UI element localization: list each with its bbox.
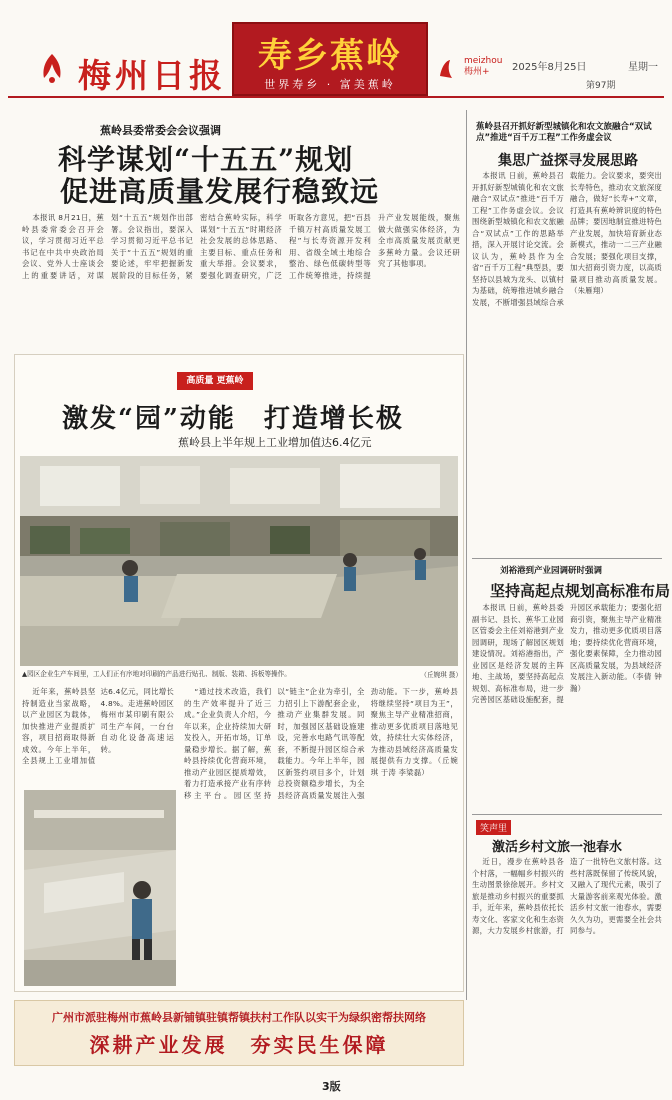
photo-caption: ▲园区企业生产车间里，工人们正有序地对印刷的产品进行贴孔、制版、装箱、拆板等操作。: [22, 670, 291, 678]
right-top-body-text: 本报讯 日前，蕉岭县召开抓好新型城镇化和农文旅融合“双试点”推进“百千万工程”工作务虚会议。会议围绕新型城镇化和农文旅融合“双试点”工作的思路举措，深入开展讨论交流。会议认为，蕉岭县作为全省“百千万工程”典型县，要坚持以县城为龙头、以镇村为基础，统筹推进城乡融合发展，不断增强县域综合承载能力。会议要求，要突出长寿特色，推动农文旅深度融合，做好“长寿+”文章，打造具有蕉岭辨识度的特色品牌；要因地制宜推进特色产业发展，加快培育新业态新模式，推动一二三产业融合发展；要强化项目支撑，加大招商引资力度，以高质量项目推动高质量发展。（朱雁翔）: [472, 171, 662, 307]
essay-body: [472, 856, 662, 1086]
divider: [472, 814, 662, 815]
right-mid-body-text: 本报讯 日前，蕉岭县委副书记、县长、蕉华工业园区管委会主任刘裕港到产业园调研，现场了解园区规划建设情况。刘裕港指出，产业园区是经济发展的主阵地、主战场，要坚持高起点规划、高标准布局，进一步完善园区基础设施配套，提升园区承载能力；要强化招商引资，聚焦主导产业精准发力，推动更多优质项目落地；要持续优化营商环境，强化要素保障，全力推动园区高质量发展，为县域经济发展注入新动能。（李倩 钟瀚）: [472, 603, 662, 704]
right-mid-title: 坚持高起点规划高标准布局: [490, 582, 671, 600]
masthead: [0, 0, 672, 96]
section-slogan: 世界寿乡 · 富美蕉岭: [264, 78, 396, 91]
newspaper-logo-icon: [34, 50, 70, 86]
lead-body: [22, 212, 460, 342]
section-banner: [232, 22, 428, 96]
factory-photo: [20, 456, 458, 666]
essay-title: 激活乡村文旅一池春水: [492, 840, 623, 855]
feature-body-left-text: 近年来，蕉岭县坚持制造业当家战略，以产业园区为载体，加快推进产业提质扩容，项目招商取得新成效。今年上半年，全县规上工业增加值达6.4亿元，同比增长4.8%。走进蕉岭园区梅州市某印刷有限公司生产车间，一台台自动化设备高速运转。: [22, 687, 174, 765]
page-number: 3版: [322, 1080, 341, 1093]
right-mid-body: [472, 602, 662, 810]
lead-title-line2: 促进高质量发展行稳致远: [60, 175, 380, 208]
section-title: 寿乡蕉岭: [258, 36, 402, 76]
app-name: [464, 56, 502, 78]
column-divider: [466, 110, 467, 1000]
publication-date: 2025年8月25日: [512, 62, 587, 73]
masthead-rule: [8, 96, 664, 98]
essay-tag: 笑声里: [476, 820, 511, 835]
feature-body-left: [22, 686, 174, 786]
lead-body-text: 本报讯 8月21日，蕉岭县委常委会召开会议，学习贯彻习近平总书记在中共中央政治局会议、党外人士座谈会上的重要讲话，对谋划“十五五”规划作出部署。会议指出，要深入学习贯彻习近平总书记关于“十五五”规划的重要论述，牢牢把握新发展阶段的目标任务，紧密结合蕉岭实际，科学谋划“十五五”时期经济社会发展的总体思路、主要目标、重点任务和重大举措。会议要求，要强化调查研究，广泛听取各方意见，把“百县千镇万村高质量发展工程”与长寿资源开发利用、省级全域土地综合整治、绿色低碳转型等工作统筹推进，持续提升产业发展能级，聚焦做大做强实体经济，为全市高质量发展贡献更多蕉岭力量。会议还研究了其他事项。: [22, 213, 460, 280]
right-top-title: 集思广益探寻发展思路: [498, 153, 638, 169]
worker-photo: [24, 790, 176, 986]
right-mid-kicker: 刘裕港到产业园调研时强调: [500, 566, 603, 576]
feature-body-right: [184, 686, 458, 986]
right-top-body: [472, 170, 662, 560]
lead-kicker: 蕉岭县委常委会会议强调: [100, 124, 221, 137]
right-top-kicker: 蕉岭县召开抓好新型城镇化和农文旅融合“双试点”推进“百千万工程”工作务虚会议: [476, 122, 652, 143]
paper-name: 梅州日报: [78, 56, 226, 95]
slogan-main: 深耕产业发展 夯实民生保障: [89, 1033, 389, 1057]
slogan-top: 广州市派驻梅州市蕉岭县新铺镇驻镇帮镇扶村工作队以实干为绿织密帮扶网络: [52, 1011, 426, 1024]
weekday: 星期一: [628, 62, 658, 73]
essay-body-text: 近日，漫步在蕉岭县各个村落，一幅幅乡村振兴的生动图景徐徐展开。乡村文旅是推动乡村振兴的重要抓手，近年来，蕉岭县依托长寿文化、客家文化和生态资源，大力发展乡村旅游，打造了一批特色文旅村落。这些村落既保留了传统风貌，又融入了现代元素，吸引了大量游客前来观光体验。激活乡村文旅一池春水，需要久久为功，更需要全社会共同参与。: [472, 857, 662, 935]
issue-number: 第97期: [586, 81, 616, 91]
feature-body-right-text: “通过技术改造，我们的生产效率提升了近三成。”企业负责人介绍，今年以来，企业持续加大研发投入，开拓市场，订单量稳步增长。据了解，蕉岭县持续优化营商环境，推动产业园区提质增效，着力打造承接产业有序转移主平台。园区坚持以“链主”企业为牵引，全力招引上下游配套企业，推动产业集群发展。同时，加强园区基础设施建设，完善水电路气讯等配套，不断提升园区综合承载能力。今年上半年，园区新签约项目多个，计划总投资额稳步增长，为全县经济高质量发展注入强劲动能。下一步，蕉岭县将继续坚持“项目为王”，聚焦主导产业精准招商，推动更多优质项目落地见效，持续壮大实体经济，为推动县域经济高质量发展提供有力支撑。（丘婉琪 于涛 李梁磊）: [184, 687, 458, 800]
slogan-banner: [14, 1000, 464, 1066]
app-label-cn: 梅州+: [464, 67, 490, 77]
lead-title-line1: 科学谋划“十五五”规划: [58, 143, 354, 176]
feature-tag: 高质量 更蕉岭: [177, 372, 253, 390]
divider: [472, 558, 662, 559]
app-label: meizhou: [464, 56, 503, 66]
photo-credit: （丘婉琪 摄）: [420, 671, 462, 679]
feature-title: 激发“园”动能 打造增长极: [62, 404, 404, 434]
feature-subtitle: 蕉岭县上半年规上工业增加值达6.4亿元: [178, 436, 372, 449]
